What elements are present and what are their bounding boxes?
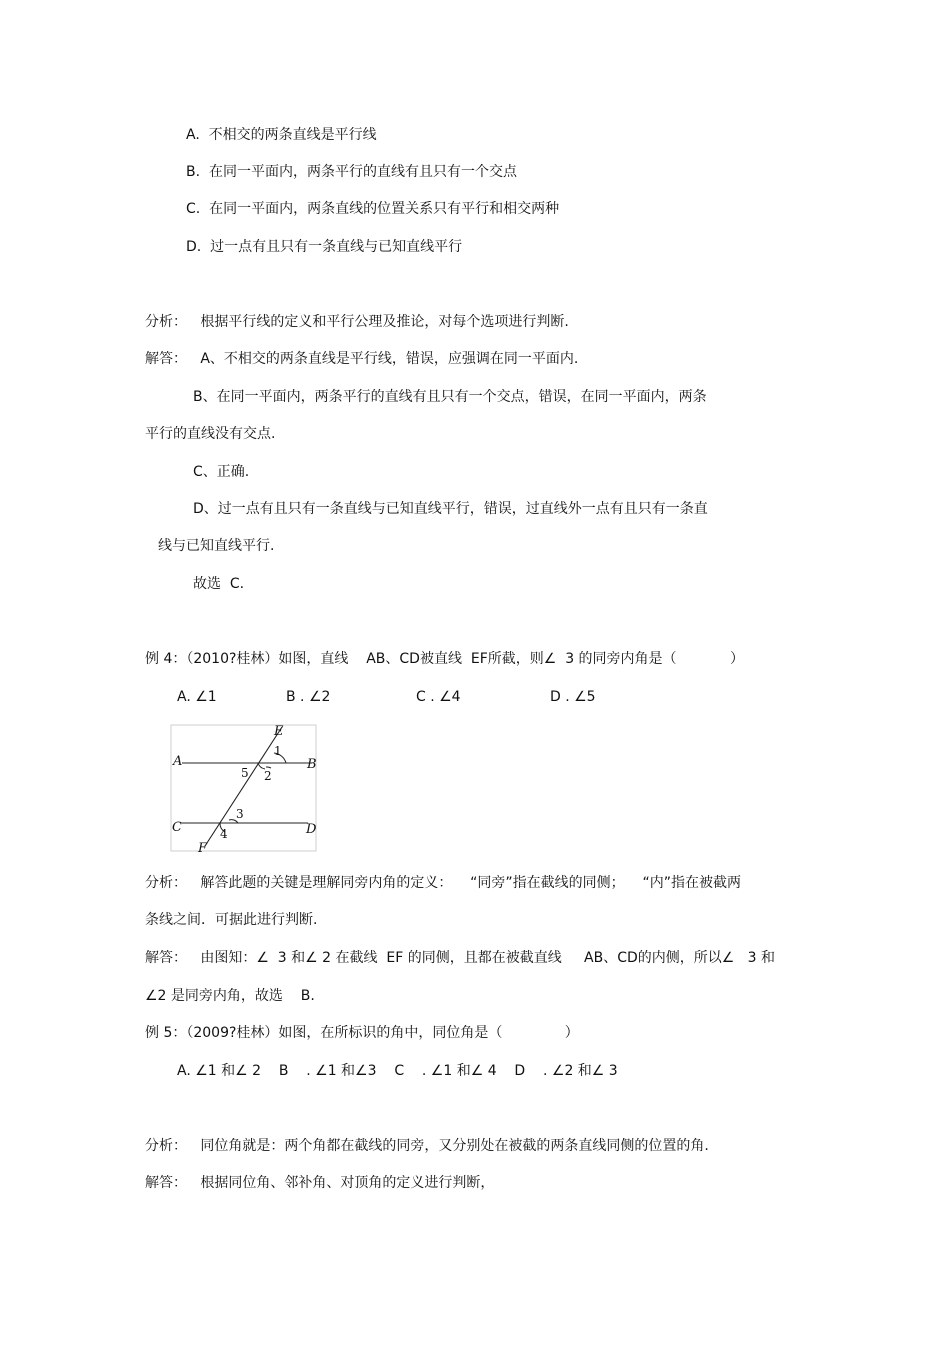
angle-2-arc <box>266 767 271 768</box>
point-c-label: C <box>172 820 182 835</box>
answer-d-line1: D、过一点有且只有一条直线与已知直线平行，错误，过直线外一点有且只有一条直 <box>193 501 708 517</box>
angle-1-label: 1 <box>274 744 282 758</box>
option-d: D. 过一点有且只有一条直线与已知直线平行 <box>186 239 463 255</box>
example4-answer-line2: ∠2 是同旁内角，故选 B. <box>145 988 315 1004</box>
parallel-lines-diagram <box>170 724 320 854</box>
point-b-label: B <box>307 757 317 772</box>
conclusion: 故选 C. <box>193 576 245 592</box>
example5-options: A. ∠1 和∠ 2 B . ∠1 和∠3 C . ∠1 和∠ 4 D . ∠2 和∠ 3 <box>177 1063 618 1079</box>
example4-option-c: C . ∠4 <box>416 689 461 705</box>
answer-b-line2: 平行的直线没有交点. <box>145 426 276 442</box>
example4-option-d: D . ∠5 <box>550 689 596 705</box>
answer-a: 解答： A、不相交的两条直线是平行线，错误，应强调在同一平面内. <box>145 351 579 367</box>
angle-2-label: 2 <box>264 769 272 783</box>
example4-option-a: A. ∠1 <box>177 689 217 705</box>
example4-option-b: B . ∠2 <box>286 689 331 705</box>
line-ef <box>205 727 282 846</box>
geometry-figure <box>170 724 320 854</box>
answer-b-line1: B、在同一平面内，两条平行的直线有且只有一个交点，错误，在同一平面内，两条 <box>193 389 707 405</box>
point-a-label: A <box>173 754 183 769</box>
angle-4-label: 4 <box>220 827 228 841</box>
example4-question: 例 4：（2010?桂林）如图，直线 AB、CD被直线 EF所截，则∠ 3 的同旁内角是（ ） <box>145 651 744 667</box>
analysis-text: 分析： 根据平行线的定义和平行公理及推论，对每个选项进行判断. <box>145 314 569 330</box>
option-a: A. 不相交的两条直线是平行线 <box>186 127 377 143</box>
example5-answer: 解答： 根据同位角、邻补角、对顶角的定义进行判断， <box>145 1175 495 1191</box>
angle-5-label: 5 <box>241 766 249 780</box>
answer-d-line2: 线与已知直线平行. <box>158 538 275 554</box>
example5-analysis: 分析： 同位角就是：两个角都在截线的同旁，又分别处在被截的两条直线同侧的位置的角. <box>145 1138 709 1154</box>
angle-3-label: 3 <box>236 807 244 821</box>
example4-analysis-line2: 条线之间．可据此进行判断. <box>145 912 318 928</box>
example5-question: 例 5：（2009?桂林）如图，在所标识的角中，同位角是（ ） <box>145 1025 579 1041</box>
point-e-label: E <box>274 724 284 739</box>
point-f-label: F <box>198 841 208 854</box>
answer-c: C、正确. <box>193 464 250 480</box>
option-b: B. 在同一平面内，两条平行的直线有且只有一个交点 <box>186 164 517 180</box>
figure-border <box>171 725 316 851</box>
point-d-label: D <box>306 822 317 837</box>
option-c: C. 在同一平面内，两条直线的位置关系只有平行和相交两种 <box>186 201 560 217</box>
example4-analysis-line1: 分析： 解答此题的关键是理解同旁内角的定义： “同旁”指在截线的同侧； “内”指在被截两 <box>145 875 741 891</box>
example4-answer-line1: 解答： 由图知：∠ 3 和∠ 2 在截线 EF 的同侧，且都在被截直线 AB、CD的内侧，所以∠ 3 和 <box>145 950 776 966</box>
